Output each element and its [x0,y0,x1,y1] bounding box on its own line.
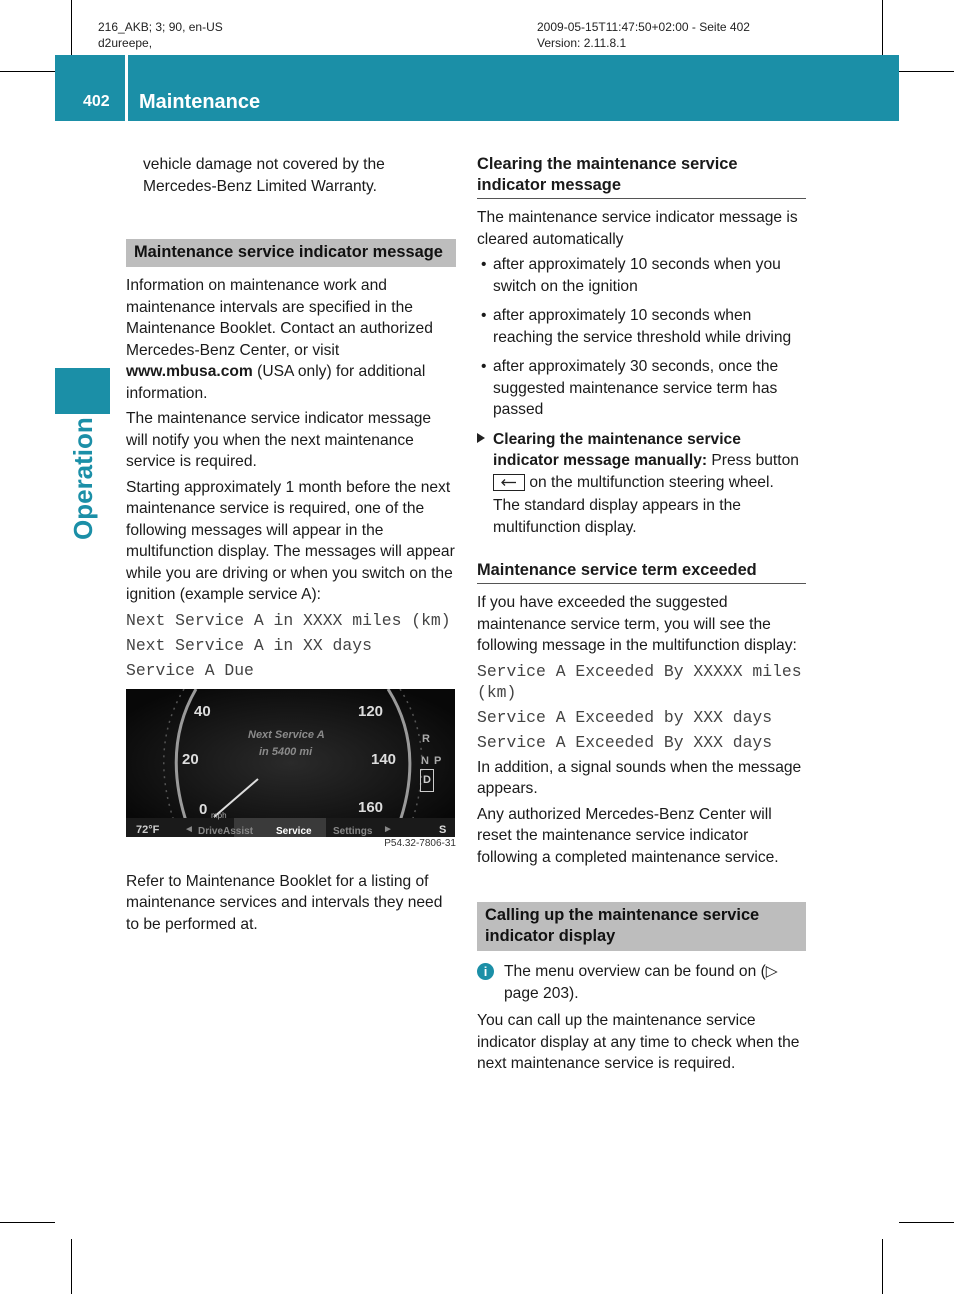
gear-indicator: R [422,732,430,745]
text: on the multifunction steering wheel. [525,473,774,491]
crop-mark [71,1239,72,1294]
crop-mark [882,0,883,55]
info-text: The menu overview can be found on (▷ page 203). [504,963,778,1002]
image-caption: P54.32-7806-31 [384,837,456,849]
paragraph: If you have exceeded the suggested maintenance service term, you will see the following message in the multifunction display: [477,594,797,654]
list-item [477,305,806,348]
bullet-list [477,254,806,421]
speed-label: 0 [199,800,208,818]
crop-mark [71,0,72,55]
paragraph: Any authorized Mercedes-Benz Center will reset the maintenance service indicator following a completed maintenance service. [477,805,779,866]
step-result: The standard display appears in the multifunction display. [493,497,741,536]
header-divider [125,55,128,121]
list-item [477,254,806,297]
list-item-text: after approximately 30 seconds, once the suggested maintenance service term has passed [493,358,779,418]
gear-indicator: N [421,754,429,767]
unit-label: mph [211,810,227,820]
menu-item-active: Service [276,825,312,837]
print-meta-right [537,19,750,51]
display-message: Service A Exceeded By XXXXX miles (km) [477,661,802,702]
display-text: Next Service A [248,728,325,741]
meta-line: 2009-05-15T11:47:50+02:00 - Seite 402 [537,20,750,34]
sidebar-tab [55,368,110,414]
instruction-step [477,429,806,539]
display-text: in 5400 mi [259,745,313,758]
page-number: 402 [83,93,110,110]
speed-label: 120 [358,702,384,720]
gear-indicator: D [420,769,434,793]
speed-label: 160 [358,798,384,816]
bullet-icon: • [481,307,487,324]
text: Information on maintenance work and maintenance intervals are specified in the Maintenance Booklet. Contact an authorized Mercedes-Benz Center, or visit [126,277,433,359]
meta-line: Version: 2.11.8.1 [537,36,627,50]
crop-mark [882,1239,883,1294]
step-arrow-icon [477,433,485,443]
meta-line: 216_AKB; 3; 90, en-US [98,20,223,34]
crop-mark [899,71,954,72]
display-message: Service A Exceeded By XXX days [477,732,773,752]
subsection-heading: Maintenance service term exceeded [477,560,806,584]
speed-label: 140 [371,750,397,768]
list-item-text: after approximately 10 seconds when you switch on the ignition [493,256,781,295]
crop-mark [899,1222,954,1223]
right-column [477,154,806,1079]
step-title: Clearing the maintenance service indicator message manually: [493,430,741,469]
paragraph [126,275,456,404]
display-message: Service A Due [126,660,254,680]
display-message: Next Service A in XX days [126,635,372,655]
display-message: Next Service A in XXXX miles (km) [126,610,451,630]
crop-mark [0,1222,55,1223]
menu-arrow-icon: ► [383,823,393,835]
paragraph: In addition, a signal sounds when the message appears. [477,758,802,797]
speed-label: 40 [194,702,211,720]
menu-arrow-icon: ◄ [184,823,194,835]
text: Press button [707,452,799,469]
service-badge: S [439,823,447,836]
list-item-text: after approximately 10 seconds when reaching the service threshold while driving [493,307,792,346]
bullet-icon: • [481,358,487,375]
crop-mark [0,71,55,72]
left-column [126,154,456,939]
subsection-heading: Clearing the maintenance service indicator message [477,154,806,199]
section-title: Maintenance [139,91,261,113]
paragraph: You can call up the maintenance service indicator display at any time to check when the next maintenance service is required. [477,1012,800,1072]
intro-text: vehicle damage not covered by the Mercedes-Benz Limited Warranty. [143,156,385,195]
display-message: Service A Exceeded by XXX days [477,707,773,727]
gear-indicator: P [434,754,442,767]
section-heading: Calling up the maintenance service indicator display [477,902,806,951]
text: (USA only) for additional information. [126,363,426,402]
website-link[interactable]: www.mbusa.com [126,363,253,380]
menu-item: DriveAssist [198,825,254,837]
paragraph: The maintenance service indicator message will notify you when the next maintenance service is required. [126,410,432,470]
section-heading: Maintenance service indicator message [126,239,456,267]
speed-label: 20 [182,750,199,768]
paragraph: Refer to Maintenance Booklet for a listing of maintenance services and intervals they need to be performed at. [126,872,443,933]
paragraph: Starting approximately 1 month before the next maintenance service is required, one of the following messages will appear in the multifunction display. The messages will appear while you are driving or when you switch on the ignition (example service A): [126,478,455,603]
info-note [477,961,806,1004]
chapter-label: Operation [68,417,98,540]
bullet-icon: • [481,256,487,273]
info-icon: i [477,963,494,980]
page-header [55,55,899,121]
paragraph: The maintenance service indicator message is cleared automatically [477,209,798,248]
print-meta-left [98,19,223,51]
list-item [477,356,806,421]
menu-item: Settings [333,825,373,837]
back-button-icon [493,474,525,491]
instrument-cluster-image [126,689,455,837]
meta-line: d2ureepe, [98,36,153,50]
temperature: 72°F [136,823,160,836]
